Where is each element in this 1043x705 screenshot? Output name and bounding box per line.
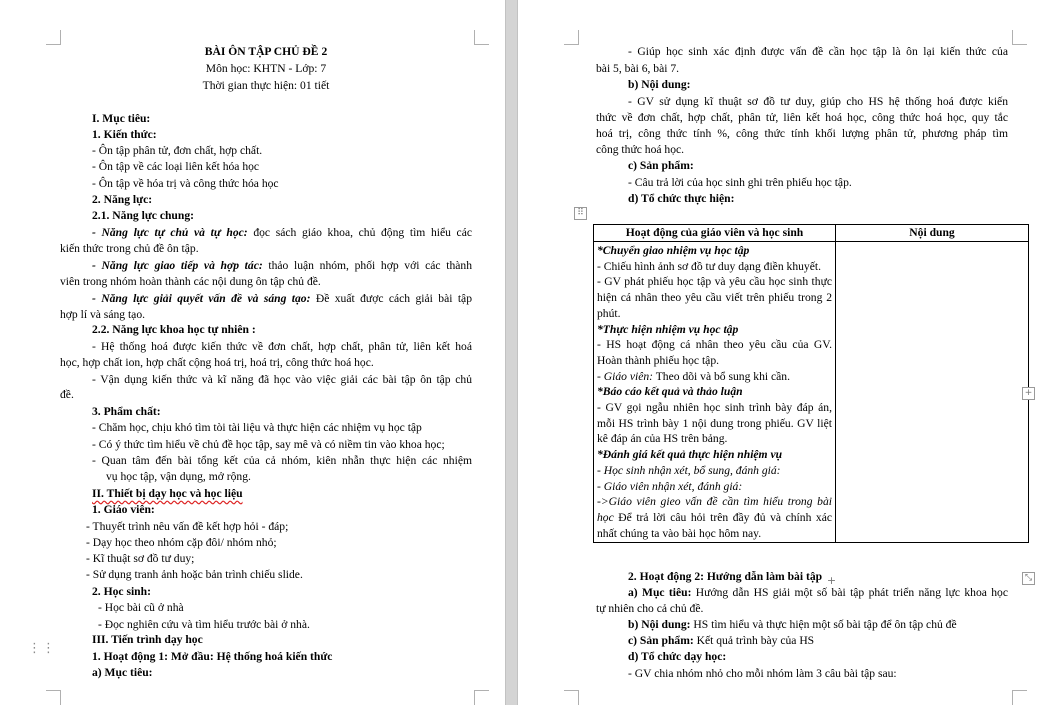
science-paragraph-cont: học, hợp chất ion, hợp chất cộng hoá trị, hoá trị, công thức hoá học. — [60, 356, 374, 369]
heading-activity-1: 1. Hoạt động 1: Mở đầu: Hệ thống hoá kiến thức — [92, 650, 333, 663]
content-paragraph-cont: công thức hoá học. — [596, 143, 685, 156]
step-text: - Giáo viên: Theo dõi và bổ sung khi cần. — [597, 369, 790, 383]
step-text: - GV gọi ngẫu nhiên học sinh trình bày đáp án, mỗi HS trình bày 1 nội dung trong phiếu. GV liệt kê đáp án của HS trên bảng. — [597, 401, 832, 446]
step-text: - Chiếu hình ảnh sơ đồ tư duy dạng điền khuyết. — [597, 259, 821, 273]
step-heading: *Chuyển giao nhiệm vụ học tập — [597, 244, 750, 257]
heading-process: III. Tiến trình dạy học — [92, 633, 203, 646]
table-resize-handle-icon[interactable]: ⤡ — [1022, 572, 1035, 585]
table-move-handle-icon[interactable]: ⠿ — [574, 207, 587, 220]
document-title: BÀI ÔN TẬP CHỦ ĐỀ 2 — [204, 45, 328, 58]
activity-table — [593, 224, 1029, 543]
activity2-content: b) Nội dung: HS tìm hiểu và thực hiện một số bài tập để ôn tập chủ đề — [628, 618, 957, 631]
heading-general-competence: 2.1. Năng lực chung: — [92, 209, 194, 222]
table-header-cell: Nội dung — [836, 225, 1029, 242]
step-text: ->Giáo viên gieo vấn đề cần tìm hiểu trong bài học Để trả lời câu hỏi trên đầy đủ và chính xác nhất chúng ta vào bài học hôm nay. — [597, 495, 832, 540]
document-page-right — [518, 0, 1043, 705]
step-heading: *Thực hiện nhiệm vụ học tập — [597, 322, 739, 336]
teacher-item: - Sử dụng tranh ảnh hoặc bản trình chiếu slide. — [86, 568, 303, 581]
activity2-organization: d) Tổ chức dạy học: — [628, 650, 727, 663]
activity2-task: - GV chia nhóm nhỏ cho mỗi nhóm làm 3 câu bài tập sau: — [628, 667, 897, 680]
competence-paragraph: - Năng lực giao tiếp và hợp tác: thảo luận nhóm, phối hợp với các thành — [92, 259, 472, 272]
knowledge-item: - Ôn tập phân tử, đơn chất, hợp chất. — [92, 144, 263, 157]
margin-corner-mark — [474, 690, 489, 705]
science-paragraph: - Vận dụng kiến thức và kĩ năng đã học vào việc giải các bài tập ôn tập chủ — [92, 373, 472, 386]
competence-paragraph: - Năng lực tự chủ và tự học: đọc sách giáo khoa, chủ động tìm hiểu các — [92, 226, 472, 239]
activity2-objective: a) Mục tiêu: Hướng dẫn HS giải một số bài tập phát triển năng lực khoa học — [628, 586, 1009, 599]
add-column-plus-icon[interactable]: + — [1022, 387, 1035, 400]
activity2-product: c) Sản phẩm: Kết quả trình bày của HS — [628, 634, 815, 647]
knowledge-item: - Ôn tập về hóa trị và công thức hóa học — [92, 177, 279, 190]
heading-qualities: 3. Phẩm chất: — [92, 405, 161, 418]
table-row — [594, 242, 1029, 543]
margin-corner-mark — [474, 30, 489, 45]
heading-content: b) Nội dung: — [628, 78, 691, 91]
subject-line: Môn học: KHTN - Lớp: 7 — [205, 62, 327, 75]
competence-paragraph: - Năng lực giải quyết vấn đề và sáng tạo: Đề xuất được cách giải bài tập — [92, 292, 472, 305]
table-insert-plus-icon[interactable]: + — [826, 574, 837, 587]
heading-product: c) Sản phẩm: — [628, 159, 694, 172]
heading-knowledge: 1. Kiến thức: — [92, 128, 157, 141]
heading-teacher: 1. Giáo viên: — [92, 503, 155, 516]
heading-competence: 2. Năng lực: — [92, 193, 153, 206]
table-header-cell: Hoạt động của giáo viên và học sinh — [594, 225, 836, 242]
step-text: - Giáo viên nhận xét, đánh giá: — [597, 479, 743, 493]
content-paragraph-cont: thức về đơn chất, hợp chất, phân tử, liên kết hoá học, công thức hoá học, quy tắc — [596, 111, 1008, 124]
margin-corner-mark — [1012, 30, 1027, 45]
activity2-objective-cont: tự nhiên cho cả chủ đề. — [596, 602, 704, 615]
competence-paragraph-cont: hợp lí và sáng tạo. — [60, 308, 146, 321]
table-cell-activities[interactable] — [594, 242, 836, 543]
heading-science-competence: 2.2. Năng lực khoa học tự nhiên : — [92, 323, 256, 336]
heading-student: 2. Học sinh: — [92, 585, 151, 598]
duration-line: Thời gian thực hiện: 01 tiết — [202, 79, 330, 92]
heading-objectives: I. Mục tiêu: — [92, 112, 151, 125]
heading-activity-2: 2. Hoạt động 2: Hướng dẫn làm bài tập — [628, 570, 823, 583]
step-text: - GV phát phiếu học tập và yêu cầu học sinh thực hiện cá nhân theo yêu cầu viết trên phiếu trong 2 phút. — [597, 275, 832, 320]
step-text: - Học sinh nhận xét, bổ sung, đánh giá: — [597, 463, 781, 477]
step-heading: *Báo cáo kết quả và thảo luận — [597, 385, 743, 399]
knowledge-item: - Ôn tập về các loại liên kết hóa học — [92, 160, 260, 173]
quality-item: - Quan tâm đến bài tổng kết của cả nhóm, kiên nhẫn thực hiện các nhiệm — [92, 454, 472, 467]
margin-corner-mark — [1012, 690, 1027, 705]
teacher-item: - Thuyết trình nêu vấn đề kết hợp hỏi - đáp; — [86, 520, 289, 533]
science-paragraph: - Hệ thống hoá được kiến thức về đơn chất, hợp chất, phân tử, liên kết hoá — [92, 340, 472, 353]
competence-paragraph-cont: kiến thức trong chủ đề ôn tập. — [60, 242, 199, 255]
document-page-left — [0, 0, 505, 705]
table-header-row — [594, 225, 1029, 242]
page-gutter — [505, 0, 518, 705]
quality-item: - Có ý thức tìm hiểu về chủ đề học tập, say mê và có niềm tin vào khoa học; — [92, 438, 445, 451]
objective-paragraph: - Giúp học sinh xác định được vấn đề cần học tập là ôn lại kiến thức của — [628, 45, 1008, 58]
margin-corner-mark — [46, 30, 61, 45]
objective-paragraph-cont: bài 5, bài 6, bài 7. — [596, 62, 680, 75]
teacher-item: - Kĩ thuật sơ đồ tư duy; — [86, 552, 195, 565]
competence-paragraph-cont: viên trong nhóm hoàn thành các nội dung ôn tập chủ đề. — [60, 275, 321, 288]
step-text: - HS hoạt động cá nhân theo yêu cầu của GV. Hoàn thành phiếu học tập. — [597, 338, 832, 367]
science-paragraph-cont: đề. — [60, 388, 74, 401]
drag-handle-icon[interactable]: ⋮⋮ — [28, 641, 56, 656]
content-paragraph-cont: hoá trị, công thức tính %, công thức tính khối lượng phân tử, phương pháp tìm — [596, 127, 1008, 140]
quality-item-cont: vụ học tập, vận dụng, mở rộng. — [106, 470, 251, 483]
margin-corner-mark — [564, 690, 579, 705]
heading-organization: d) Tổ chức thực hiện: — [628, 192, 735, 205]
quality-item: - Chăm học, chịu khó tìm tòi tài liệu và thực hiện các nhiệm vụ học tập — [92, 421, 422, 434]
heading-equipment: II. Thiết bị dạy học và học liệu — [92, 487, 243, 500]
student-item: - Đọc nghiên cứu và tìm hiểu trước bài ở nhà. — [98, 618, 310, 631]
margin-corner-mark — [564, 30, 579, 45]
heading-objective-a: a) Mục tiêu: — [92, 666, 153, 679]
content-paragraph: - GV sử dụng kĩ thuật sơ đồ tư duy, giúp cho HS hệ thống hoá được kiến — [628, 95, 1008, 108]
teacher-item: - Dạy học theo nhóm cặp đôi/ nhóm nhỏ; — [86, 536, 277, 549]
table-cell-content[interactable] — [836, 242, 1029, 543]
margin-corner-mark — [46, 690, 61, 705]
step-heading: *Đánh giá kết quả thực hiện nhiệm vụ — [597, 448, 783, 462]
product-item: - Câu trả lời của học sinh ghi trên phiếu học tập. — [628, 176, 852, 189]
student-item: - Học bài cũ ở nhà — [98, 601, 184, 614]
